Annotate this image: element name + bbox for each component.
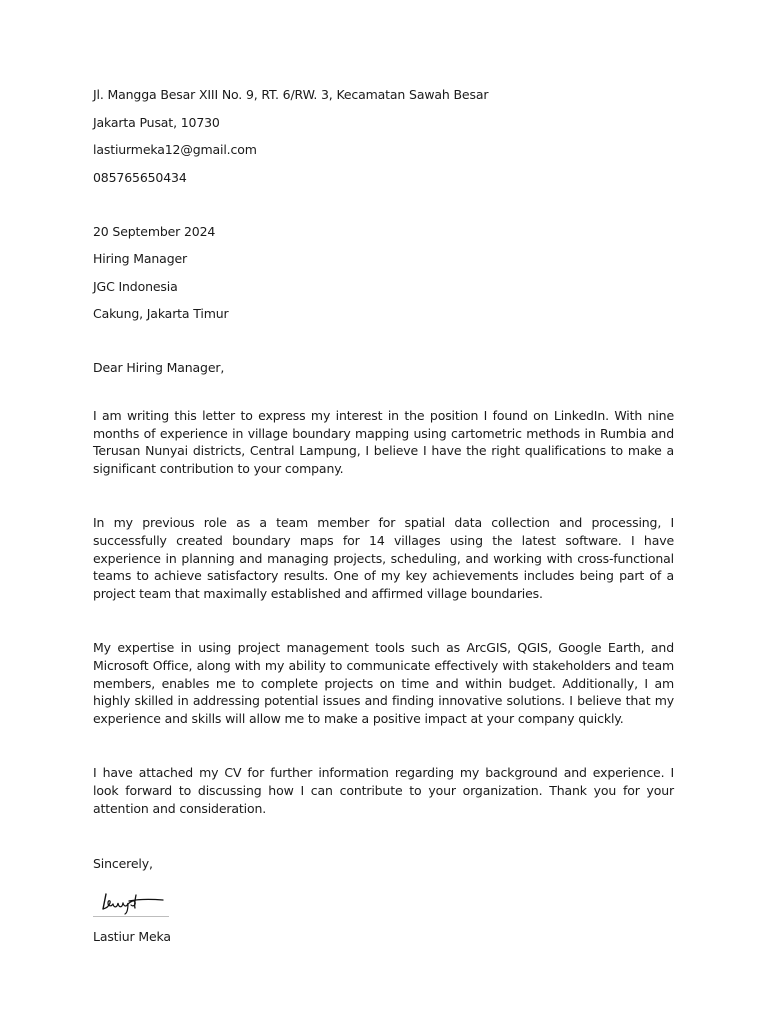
- body-paragraph-1: I am writing this letter to express my interest in the position I found on LinkedIn. With nine months of experience in village boundary mapping using cartometric methods in Rumbia and Terusan Nunyai districts, Central Lampung, I believe I have the right qualifications to make a significant contribution to your company.: [93, 408, 674, 476]
- closing: Sincerely,: [93, 856, 153, 872]
- sender-address-line2: Jakarta Pusat, 10730: [93, 114, 220, 130]
- sender-email: lastiurmeka12@gmail.com: [93, 142, 257, 157]
- signature-image: [93, 887, 173, 917]
- salutation: Dear Hiring Manager,: [93, 360, 225, 375]
- sender-block: [93, 86, 674, 187]
- handwritten-signature: [93, 887, 171, 917]
- letter-date: 20 September 2024: [93, 223, 216, 239]
- sender-phone: 085765650434: [93, 169, 187, 185]
- recipient-location: Cakung, Jakarta Timur: [93, 306, 229, 321]
- body-paragraph-3: My expertise in using project management tools such as ArcGIS, QGIS, Google Earth, and Microsoft Office, along with my ability to communicate effectively with stakeholders and team members, enables me to complete projects on time and within budget. Additionally, I am highly skilled in addressing potential issues and finding innovative solutions. I believe that my experience and skills will allow me to make a positive impact at your company quickly.: [93, 640, 674, 726]
- recipient-company: JGC Indonesia: [93, 278, 178, 294]
- letter-body: [93, 407, 674, 817]
- body-paragraph-2: In my previous role as a team member for spatial data collection and processing, I successfully created boundary maps for 14 villages using the latest software. I have experience in planning and managing projects, scheduling, and working with cross-functional teams to achieve satisfactory results. One of my key achievements includes being part of a project team that maximally established and affirmed village boundaries.: [93, 515, 674, 601]
- recipient-block: [93, 250, 674, 323]
- letter-page: [93, 86, 674, 946]
- recipient-title: Hiring Manager: [93, 251, 188, 266]
- signer-name: Lastiur Meka: [93, 929, 171, 945]
- sender-address-line1: Jl. Mangga Besar XIII No. 9, RT. 6/RW. 3, Kecamatan Sawah Besar: [93, 87, 489, 102]
- signature-underline: [93, 916, 169, 917]
- body-paragraph-4: I have attached my CV for further information regarding my background and experience. I look forward to discussing how I can contribute to your organization. Thank you for your attention and consideration.: [93, 765, 674, 816]
